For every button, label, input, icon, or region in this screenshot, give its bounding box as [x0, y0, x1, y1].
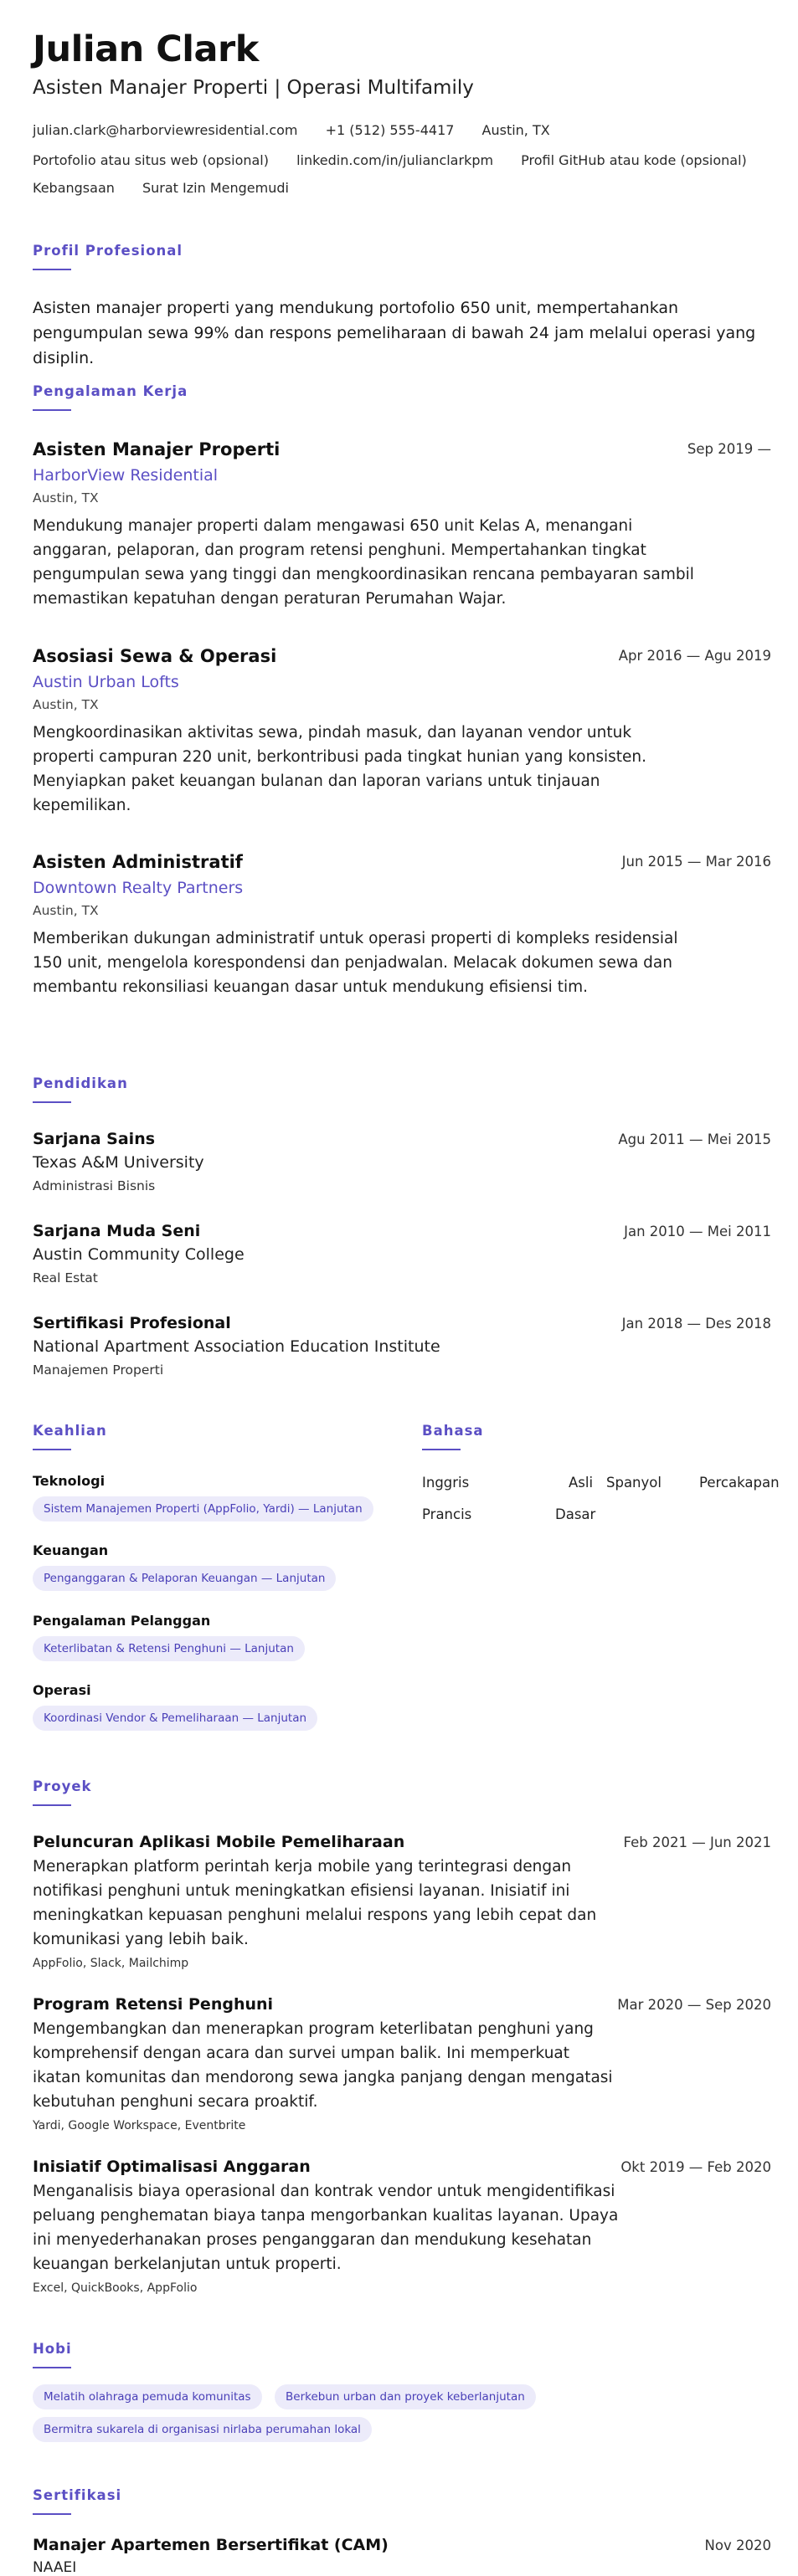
project-date: Feb 2021 — Jun 2021	[623, 1835, 771, 1850]
skill-chip: Koordinasi Vendor & Pemeliharaan — Lanjutan	[33, 1706, 317, 1731]
section-rule	[33, 2513, 71, 2515]
field-of-study: Administrasi Bisnis	[33, 1178, 156, 1193]
job-title: Asosiasi Sewa & Operasi	[33, 646, 277, 666]
contact-linkedin[interactable]: linkedin.com/in/julianclarkpm	[296, 152, 494, 168]
education-date: Agu 2011 — Mei 2015	[618, 1131, 771, 1147]
contact-row-1	[33, 122, 574, 138]
contact-phone[interactable]: +1 (512) 555-4417	[325, 122, 455, 138]
section-title-experience: Pengalaman Kerja	[33, 383, 188, 399]
project-date: Okt 2019 — Feb 2020	[620, 2159, 771, 2175]
skill-category: Pengalaman Pelanggan	[33, 1613, 211, 1629]
skill-category: Teknologi	[33, 1473, 106, 1489]
contact-license: Surat Izin Mengemudi	[142, 180, 289, 196]
education-entry	[33, 1314, 771, 1378]
company-name: Austin Urban Lofts	[33, 673, 179, 691]
certification-date: Nov 2020	[704, 2538, 771, 2553]
school-name: National Apartment Association Education Institute	[33, 1337, 440, 1356]
summary-section	[33, 243, 771, 371]
section-rule	[33, 1449, 71, 1450]
section-title-education: Pendidikan	[33, 1075, 128, 1091]
language-name: Spanyol	[606, 1475, 662, 1491]
contact-email[interactable]: julian.clark@harborviewresidential.com	[33, 122, 298, 138]
experience-date: Sep 2019 —	[687, 441, 771, 457]
project-tools: Yardi, Google Workspace, Eventbrite	[33, 2119, 246, 2132]
section-title-summary: Profil Profesional	[33, 243, 183, 259]
certification-entry	[33, 2536, 771, 2576]
job-title: Asisten Administratif	[33, 852, 243, 872]
section-title-skills: Keahlian	[33, 1423, 107, 1439]
section-rule	[33, 1804, 71, 1806]
project-tools: Excel, QuickBooks, AppFolio	[33, 2281, 198, 2295]
section-rule	[33, 1101, 71, 1103]
project-description: Menerapkan platform perintah kerja mobile yang terintegrasi dengan notifikasi penghuni untuk meningkatkan efisiensi layanan. Inisiatif ini meningkatkan kepuasan penghuni melalui respons yang lebih cepat dan komunikasi yang lebih baik.	[33, 1858, 597, 1948]
summary-text: Asisten manajer properti yang mendukung portofolio 650 unit, mempertahankan pengumpulan sewa 99% dan respons pemeliharaan di bawah 24 jam melalui operasi yang disiplin.	[33, 299, 756, 367]
contact-location: Austin, TX	[481, 122, 550, 138]
experience-date: Apr 2016 — Agu 2019	[618, 648, 771, 664]
project-entry	[33, 2158, 771, 2295]
field-of-study: Manajemen Properti	[33, 1362, 164, 1378]
experience-entry	[33, 646, 771, 818]
language-name: Prancis	[422, 1506, 472, 1522]
skill-category: Keuangan	[33, 1542, 109, 1558]
contact-portfolio[interactable]: Portofolio atau situs web (opsional)	[33, 152, 269, 168]
contact-row-3	[33, 180, 312, 196]
candidate-name: Julian Clark	[33, 28, 259, 70]
experience-date: Jun 2015 — Mar 2016	[621, 854, 771, 870]
education-section	[33, 1075, 771, 1103]
project-entry	[33, 1833, 771, 1970]
degree: Sarjana Sains	[33, 1130, 156, 1148]
job-description: Memberikan dukungan administratif untuk operasi properti di kompleks residensial 150 unit, mengelola korespondensi dan penjadwalan. Melacak dokumen sewa dan membantu rekonsiliasi keuangan dasar untuk mendukung efisiensi tim.	[33, 930, 678, 996]
certifications-section	[33, 2487, 771, 2515]
language-level: Asli	[569, 1475, 594, 1491]
experience-section	[33, 383, 771, 411]
skill-chip: Penganggaran & Pelaporan Keuangan — Lanjutan	[33, 1566, 336, 1591]
job-description: Mengkoordinasikan aktivitas sewa, pindah masuk, dan layanan vendor untuk properti campuran 220 unit, berkontribusi pada tingkat hunian yang konsisten. Menyiapkan paket keuangan bulanan dan laporan varians untuk tinjauan kepemilikan.	[33, 724, 646, 814]
section-title-certifications: Sertifikasi	[33, 2487, 122, 2503]
skill-chip: Keterlibatan & Retensi Penghuni — Lanjutan	[33, 1636, 305, 1661]
school-name: Texas A&M University	[33, 1153, 204, 1172]
education-date: Jan 2018 — Des 2018	[621, 1316, 771, 1332]
skills-section	[33, 1423, 384, 1450]
job-title: Asisten Manajer Properti	[33, 439, 281, 459]
language-name: Inggris	[422, 1475, 470, 1491]
section-title-languages: Bahasa	[422, 1423, 484, 1439]
contact-nationality: Kebangsaan	[33, 180, 115, 196]
languages-section	[422, 1423, 771, 1450]
job-location: Austin, TX	[33, 903, 99, 918]
field-of-study: Real Estat	[33, 1270, 98, 1285]
job-location: Austin, TX	[33, 490, 99, 505]
section-rule	[422, 1449, 461, 1450]
section-title-projects: Proyek	[33, 1778, 92, 1794]
company-name: HarborView Residential	[33, 466, 219, 485]
project-title: Peluncuran Aplikasi Mobile Pemeliharaan	[33, 1833, 405, 1851]
section-rule	[33, 269, 71, 270]
project-date: Mar 2020 — Sep 2020	[617, 1997, 771, 2013]
language-level: Dasar	[555, 1506, 596, 1522]
experience-entry	[33, 439, 771, 611]
project-title: Program Retensi Penghuni	[33, 1995, 274, 2014]
project-title: Inisiatif Optimalisasi Anggaran	[33, 2158, 311, 2176]
section-rule	[33, 2367, 71, 2368]
hobby-chip: Melatih olahraga pemuda komunitas	[33, 2384, 262, 2409]
skill-chip: Sistem Manajemen Properti (AppFolio, Yardi) — Lanjutan	[33, 1496, 373, 1521]
section-title-hobbies: Hobi	[33, 2341, 72, 2357]
school-name: Austin Community College	[33, 1245, 245, 1264]
project-description: Mengembangkan dan menerapkan program keterlibatan penghuni yang komprehensif dengan acara dan survei umpan balik. Ini memperkuat ikatan komunitas dan mendorong sewa jangka panjang dengan mengatasi kebutuhan penghuni secara proaktif.	[33, 2020, 613, 2111]
education-date: Jan 2010 — Mei 2011	[624, 1224, 771, 1239]
education-entry	[33, 1222, 771, 1285]
hobby-chip: Bermitra sukarela di organisasi nirlaba perumahan lokal	[33, 2417, 372, 2442]
degree: Sarjana Muda Seni	[33, 1222, 201, 1240]
hobbies-section	[33, 2341, 771, 2368]
certification-title: Manajer Apartemen Bersertifikat (CAM)	[33, 2536, 389, 2554]
certification-issuer: NAAEI	[33, 2559, 77, 2576]
project-description: Menganalisis biaya operasional dan kontrak vendor untuk mengidentifikasi peluang penghematan biaya tanpa mengorbankan kualitas layanan. Upaya ini menyederhanakan proses penganggaran dan mendukung kesehatan keuangan berkelanjutan untuk properti.	[33, 2183, 619, 2273]
language-level: Percakapan	[699, 1475, 780, 1491]
degree: Sertifikasi Profesional	[33, 1314, 231, 1332]
job-location: Austin, TX	[33, 697, 99, 712]
experience-entry	[33, 852, 771, 999]
hobby-chip: Berkebun urban dan proyek keberlanjutan	[275, 2384, 536, 2409]
contact-row-2	[33, 152, 770, 168]
contact-github[interactable]: Profil GitHub atau kode (opsional)	[521, 152, 747, 168]
section-rule	[33, 409, 71, 411]
projects-section	[33, 1778, 771, 1806]
headline: Asisten Manajer Properti | Operasi Multifamily	[33, 77, 474, 99]
job-description: Mendukung manajer properti dalam mengawasi 650 unit Kelas A, menangani anggaran, pelaporan, dan program retensi penghuni. Mempertahankan tingkat pengumpulan sewa yang tinggi dan mengkoordinasikan rencana pembayaran sambil memastikan kepatuhan dengan peraturan Perumahan Wajar.	[33, 517, 694, 608]
education-entry	[33, 1130, 771, 1193]
company-name: Downtown Realty Partners	[33, 879, 244, 897]
skill-category: Operasi	[33, 1682, 91, 1698]
project-tools: AppFolio, Slack, Mailchimp	[33, 1957, 189, 1970]
project-entry	[33, 1995, 771, 2132]
